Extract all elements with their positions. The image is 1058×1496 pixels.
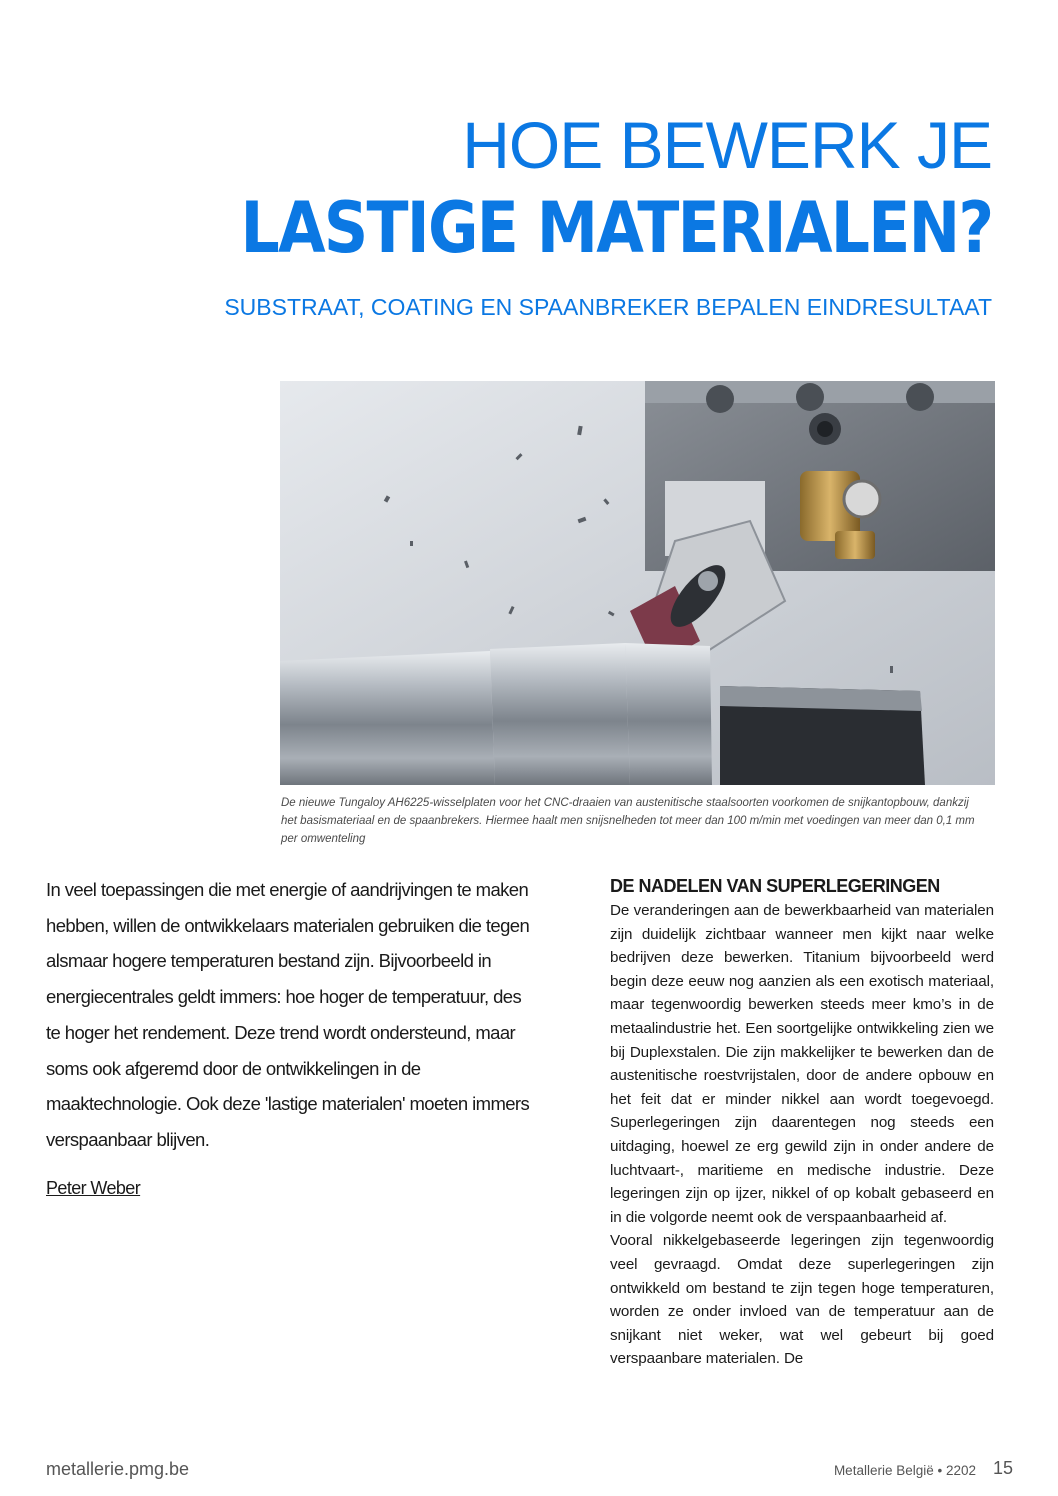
footer-magazine: Metallerie België • 2202 [833, 1463, 976, 1478]
article-photo [280, 381, 995, 785]
page-number: 15 [992, 1458, 1013, 1478]
title-line-2: LASTIGE MATERIALEN? [240, 187, 992, 269]
footer-url: metallerie.pmg.be [46, 1459, 190, 1479]
photo-caption: De nieuwe Tungaloy AH6225-wisselplaten voor het CNC-draaien van austenitische staalsoorten voorkomen de snijkantopbouw, dankzij het basismateriaal en de spaanbrekers. Hiermee haalt men snijsnelheden tot meer dan 100 m/min met voedingen van meer dan 0,1 mm per omwenteling [281, 797, 975, 845]
author-name: Peter Weber [46, 1178, 141, 1198]
article-paragraph-2: Vooral nikkelgebaseerde legeringen zijn tegenwoordig veel gevraagd. Omdat deze superlegeringen zijn ontwikkeld om bestand te zijn tegen hoge temperaturen, worden ze onder invloed van de temperatuur aan de snijkant niet weker, wat wel gebeurt bij goed verspaanbare materialen. De [610, 1232, 994, 1368]
intro-lead: In veel toepassingen die met energie of aandrijvingen te maken hebben, willen de ontwikkelaars materialen gebruiken die tegen alsmaar hogere temperaturen bestand zijn. Bijvoorbeeld in energiecentrales geldt immers: hoe hoger de temperatuur, des te hoger het rendement. Deze trend wordt ondersteund, maar soms ook afgeremd door de ontwikkelingen in de maaktechnologie. Ook deze 'lastige materialen' moeten immers verspaanbaar blijven. [46, 879, 530, 1150]
cnc-turning-illustration [280, 381, 995, 785]
article-body [610, 899, 994, 1371]
article-paragraph-1: De veranderingen aan de bewerkbaarheid van materialen zijn duidelijk zichtbaar wanneer men kijkt naar welke bedrijven deze bewerken. Titanium bijvoorbeeld werd begin deze eeuw nog aanzien als een exotisch materiaal, maar tegenwoordig bewerken steeds meer kmo’s in de metaalindustrie het. Een soortgelijke ontwikkeling zien we bij Duplexstalen. Die zijn makkelijker te bewerken dan de austenitische roestvrijstalen, door de andere opbouw en het feit dat er minder nikkel aan wordt toegevoegd. Superlegeringen zijn daarentegen nog steeds een uitdaging, hoewel ze erg gewild zijn in onder andere de luchtvaart-, maritieme en medische industrie. Deze legeringen zijn op ijzer, nikkel of op kobalt gebaseerd en in die volgorde neemt ook de verspaanbaarheid af. [610, 902, 994, 1226]
subtitle: SUBSTRAAT, COATING EN SPAANBREKER BEPALEN EINDRESULTAAT [224, 294, 992, 320]
title-line-1: HOE BEWERK JE [462, 108, 992, 182]
section-heading: DE NADELEN VAN SUPERLEGERINGEN [610, 876, 940, 896]
